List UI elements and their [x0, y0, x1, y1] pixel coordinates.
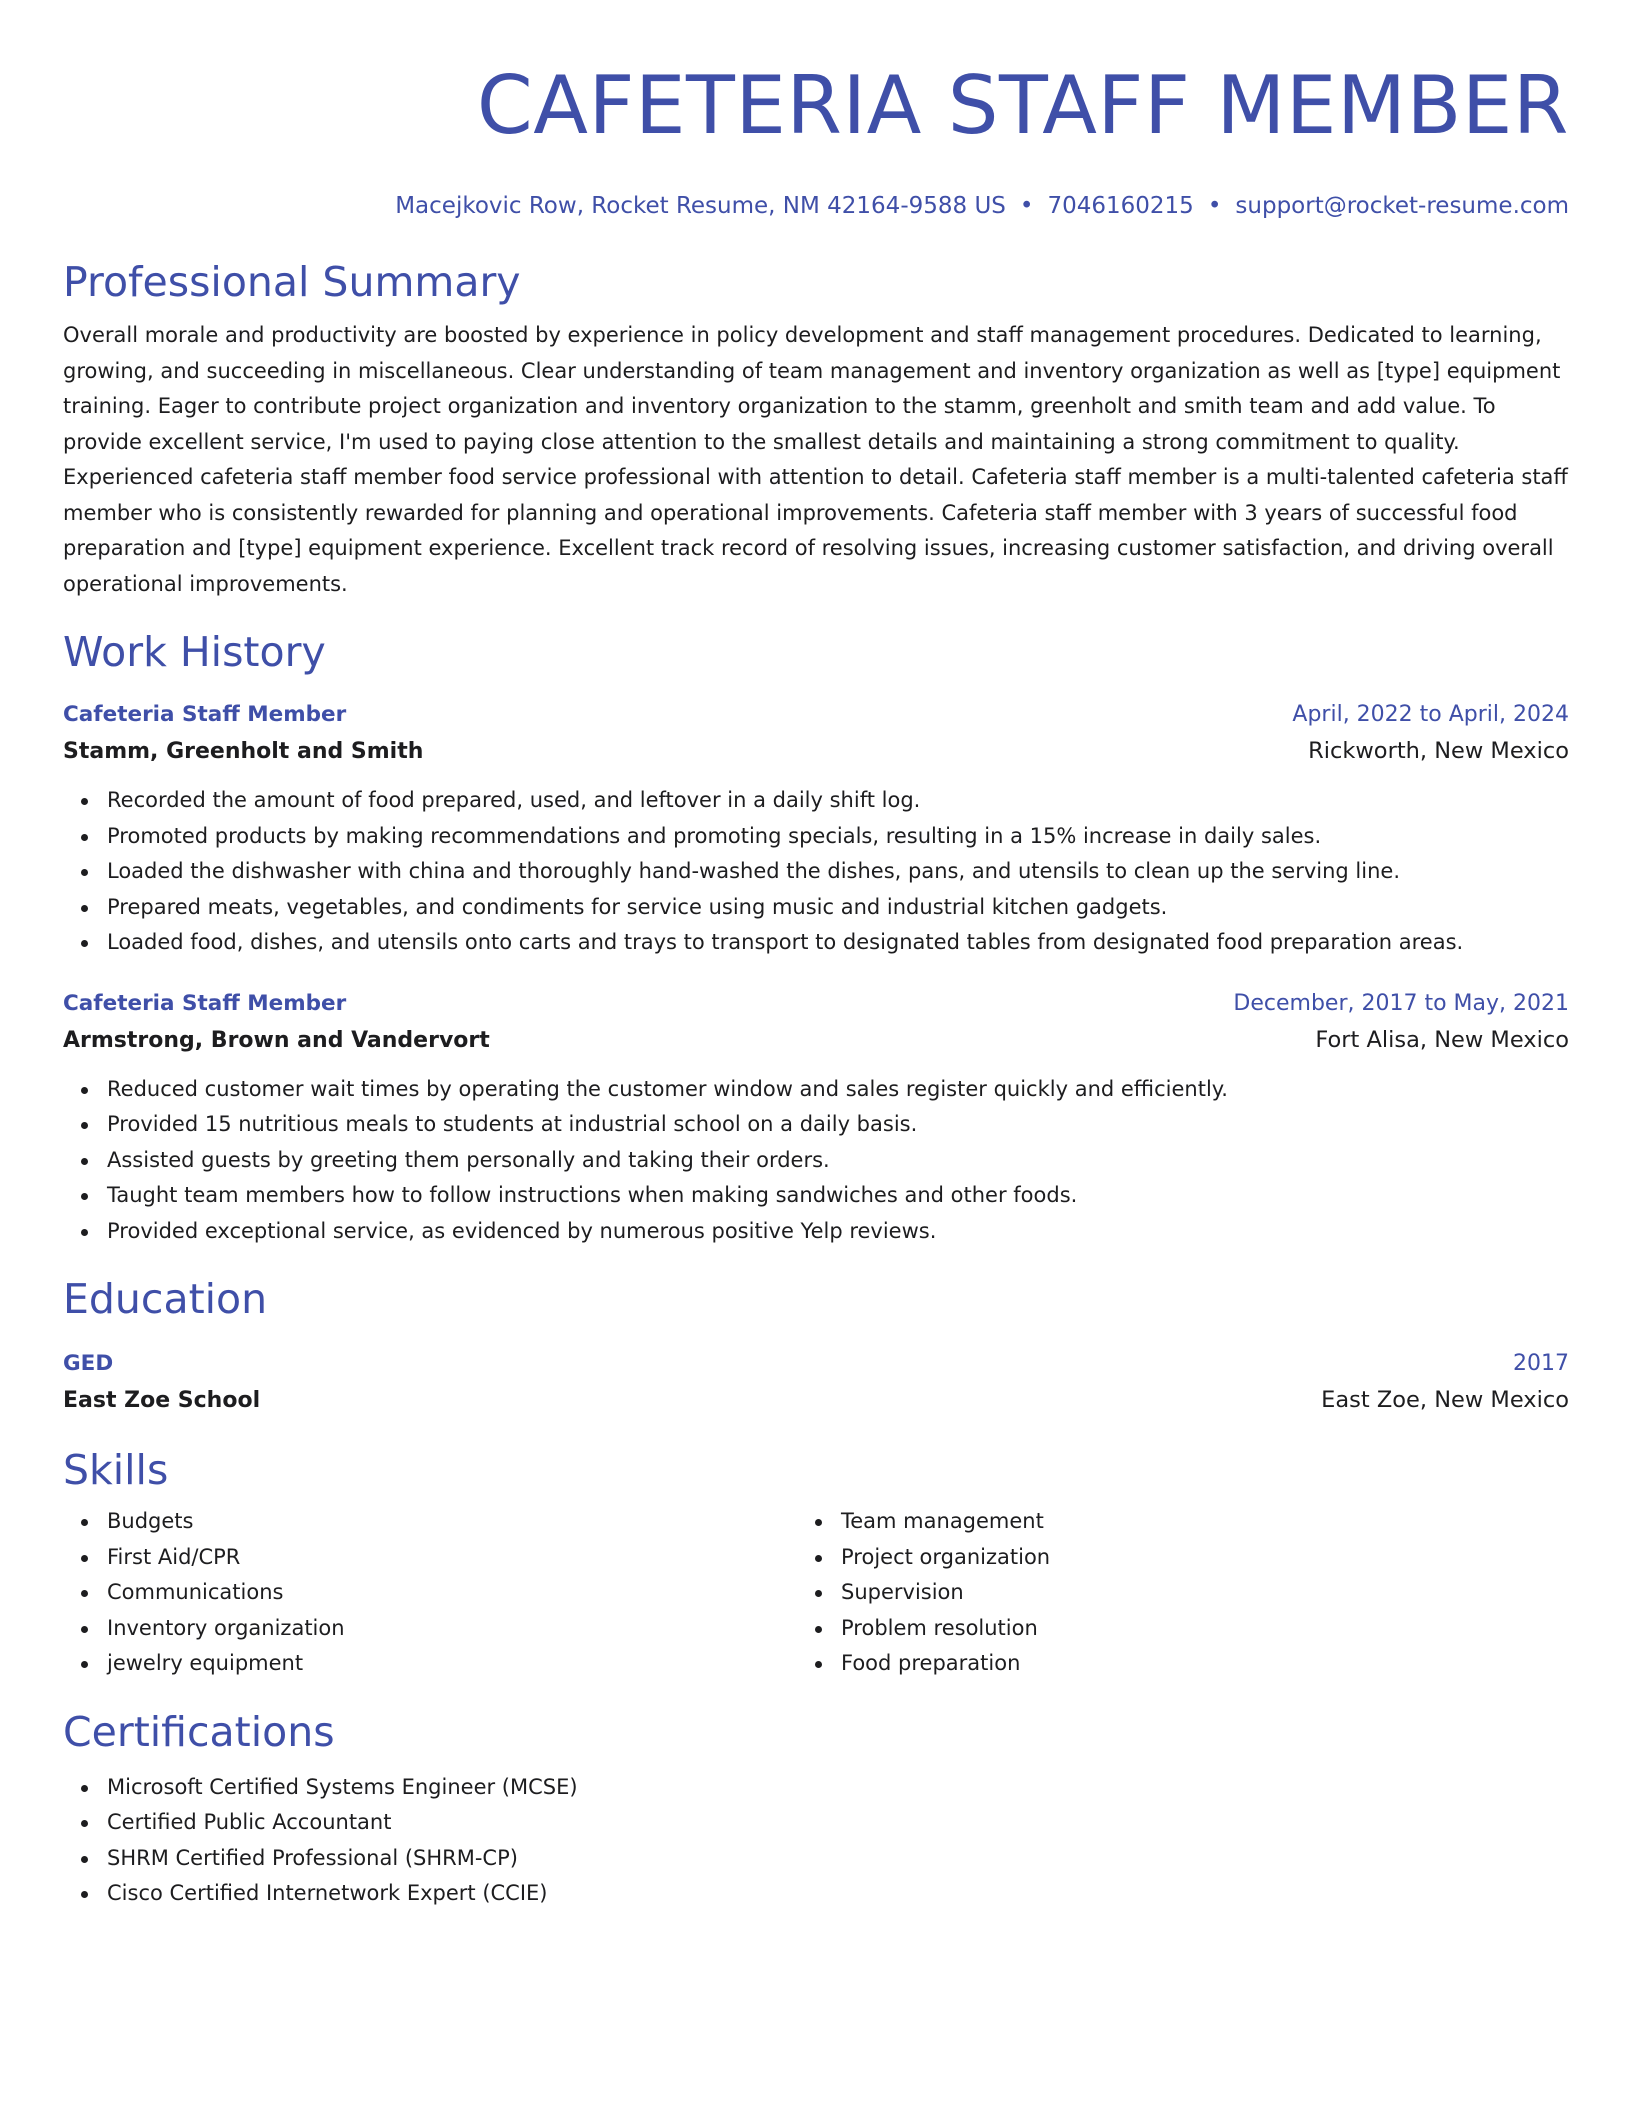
contact-separator: • [1207, 193, 1222, 219]
job-entry [63, 987, 1569, 1250]
certification-item: Microsoft Certified Systems Engineer (MCSE) [107, 1770, 1569, 1806]
job-bullets [63, 1072, 1569, 1250]
job-company-row [63, 732, 1569, 771]
section-title-skills: Skills [63, 1446, 169, 1494]
job-header-row [63, 698, 1569, 732]
education-degree: GED [63, 1351, 114, 1376]
job-bullet: Loaded food, dishes, and utensils onto carts and trays to transport to designated tables from designated food preparation areas. [107, 925, 1569, 961]
job-location: Rickworth, New Mexico [1308, 738, 1569, 764]
education-header-row [63, 1347, 1569, 1381]
job-dates: December, 2017 to May, 2021 [1233, 990, 1569, 1016]
certification-item: Cisco Certified Internetwork Expert (CCIE) [107, 1876, 1569, 1912]
skill-item: Project organization [841, 1540, 1531, 1576]
education-location: East Zoe, New Mexico [1321, 1387, 1569, 1413]
skill-item: Inventory organization [107, 1611, 797, 1647]
skills-list [63, 1504, 797, 1682]
section-title-work-history: Work History [63, 628, 326, 676]
job-location: Fort Alisa, New Mexico [1315, 1026, 1569, 1053]
section-title-education: Education [63, 1275, 268, 1323]
job-bullet: Provided exceptional service, as evidenced by numerous positive Yelp reviews. [107, 1214, 1569, 1250]
job-header-row [63, 987, 1569, 1021]
job-bullet: Prepared meats, vegetables, and condiments for service using music and industrial kitchen gadgets. [107, 890, 1569, 926]
job-role: Cafeteria Staff Member [63, 990, 347, 1016]
section-title-summary: Professional Summary [63, 258, 521, 306]
skill-item: Supervision [841, 1575, 1531, 1611]
skill-item: Food preparation [841, 1646, 1531, 1682]
job-bullet: Recorded the amount of food prepared, used, and leftover in a daily shift log. [107, 783, 1569, 819]
job-role: Cafeteria Staff Member [63, 702, 347, 727]
job-company: Stamm, Greenholt and Smith [63, 739, 424, 764]
skill-item: Team management [841, 1504, 1531, 1540]
certification-item: SHRM Certified Professional (SHRM-CP) [107, 1841, 1569, 1877]
certifications-list [63, 1770, 1569, 1912]
education-entry [63, 1347, 1569, 1420]
job-bullets [63, 783, 1569, 961]
job-bullet: Provided 15 nutritious meals to students at industrial school on a daily basis. [107, 1107, 1569, 1143]
section-title-certifications: Certifications [63, 1707, 335, 1756]
skills-column-right [797, 1504, 1531, 1682]
skill-item: Problem resolution [841, 1611, 1531, 1647]
job-bullet: Promoted products by making recommendations and promoting specials, resulting in a 15% increase in daily sales. [107, 819, 1569, 855]
contact-line [63, 192, 1569, 220]
job-entry [63, 698, 1569, 961]
skill-item: Budgets [107, 1504, 797, 1540]
job-bullet: Loaded the dishwasher with china and thoroughly hand-washed the dishes, pans, and utensils to clean up the serving line. [107, 854, 1569, 890]
education-school-row [63, 1381, 1569, 1420]
education-school: East Zoe School [63, 1388, 261, 1413]
skill-item: First Aid/CPR [107, 1540, 797, 1576]
job-dates: April, 2022 to April, 2024 [1292, 702, 1569, 727]
contact-address: Macejkovic Row, Rocket Resume, NM 42164-9588 US [395, 193, 1006, 219]
skill-item: jewelry equipment [107, 1646, 797, 1682]
job-bullet: Taught team members how to follow instructions when making sandwiches and other foods. [107, 1178, 1569, 1214]
resume-header [63, 56, 1569, 220]
education-year: 2017 [1513, 1351, 1569, 1376]
skills-column-left [63, 1504, 797, 1682]
job-bullet: Assisted guests by greeting them personally and taking their orders. [107, 1143, 1569, 1179]
skills-grid [63, 1504, 1569, 1682]
job-bullet: Reduced customer wait times by operating the customer window and sales register quickly and efficiently. [107, 1072, 1569, 1108]
skills-list [797, 1504, 1531, 1682]
candidate-title: CAFETERIA STAFF MEMBER [476, 59, 1569, 152]
contact-separator: • [1019, 193, 1034, 219]
job-company: Armstrong, Brown and Vandervort [63, 1027, 490, 1053]
contact-phone: 7046160215 [1047, 193, 1194, 219]
summary-text: Overall morale and productivity are boosted by experience in policy development and staff management procedures. Dedicated to learning, growing, and succeeding in miscellaneous. Clear understanding of team management and inventory organization as well as [type] equipment training. Eager to contribute project organization and inventory organization to the stamm, greenholt and smith team and add value. To provide excellent service, I'm used to paying close attention to the smallest details and maintaining a strong commitment to quality. Experienced cafeteria staff member food service professional with attention to detail. Cafeteria staff member is a multi-talented cafeteria staff member who is consistently rewarded for planning and operational improvements. Cafeteria staff member with 3 years of successful food preparation and [type] equipment experience. Excellent track record of resolving issues, increasing customer satisfaction, and driving overall operational improvements. [63, 323, 1568, 596]
job-company-row [63, 1021, 1569, 1060]
certification-item: Certified Public Accountant [107, 1805, 1569, 1841]
skill-item: Communications [107, 1575, 797, 1611]
contact-email: support@rocket-resume.com [1235, 193, 1569, 219]
